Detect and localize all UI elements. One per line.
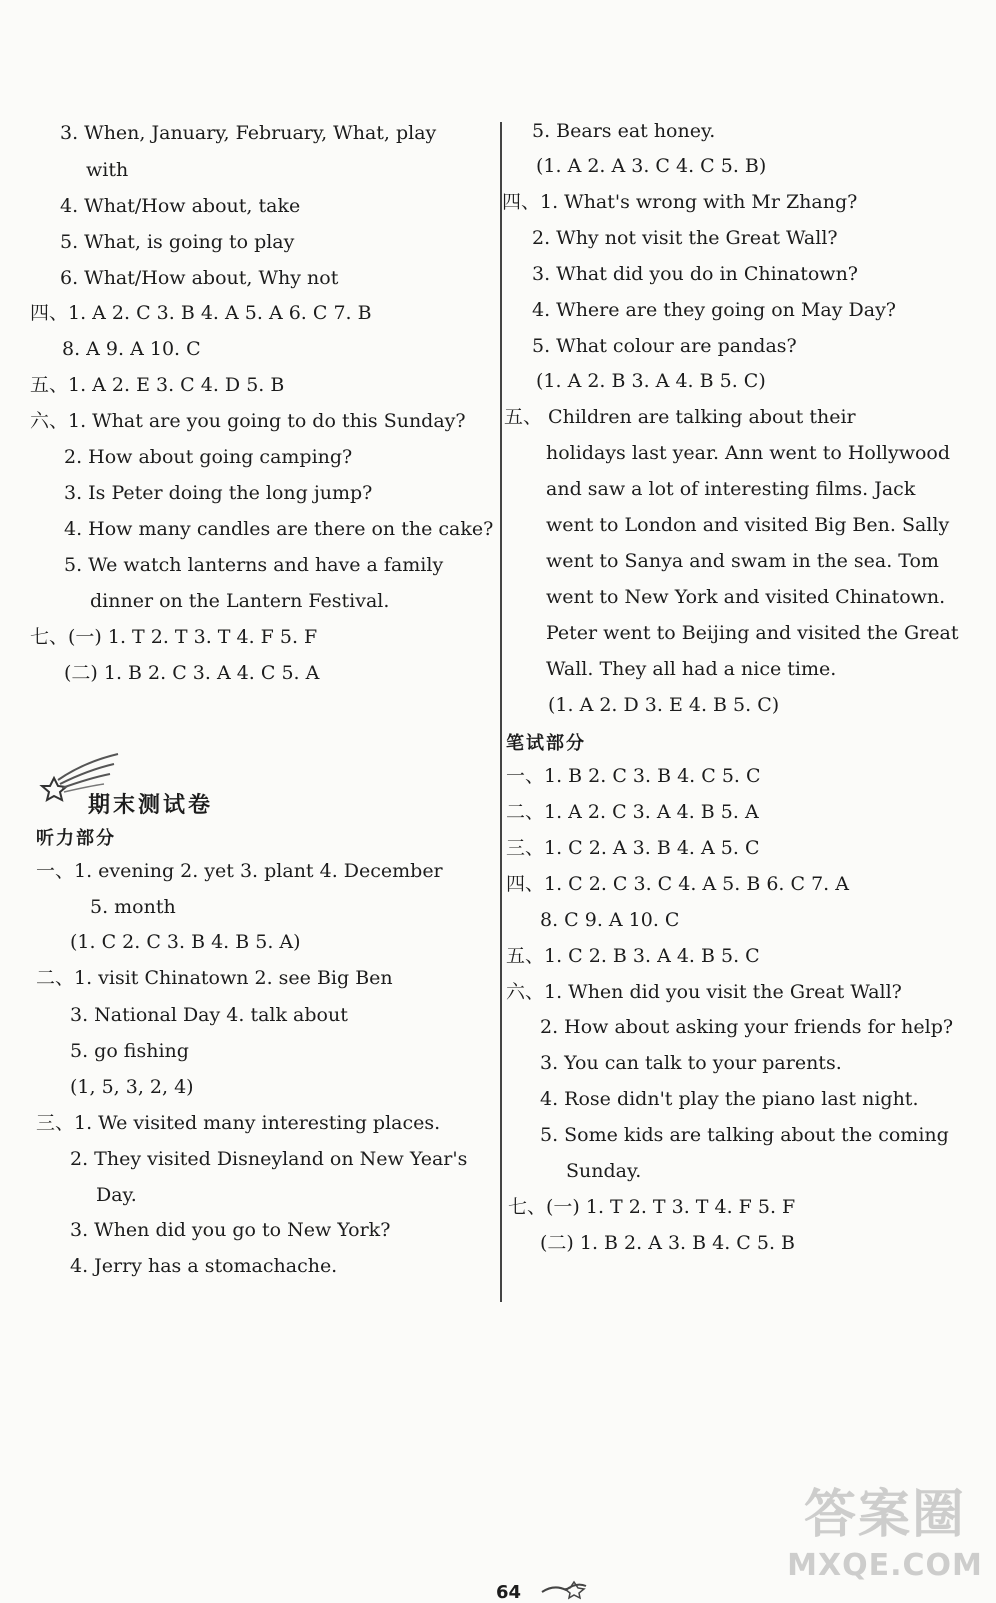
right-line: (1. A 2. D 3. E 4. B 5. C) [548,694,780,716]
page-ornament-icon [540,1578,596,1600]
left-line: 2. How about going camping? [64,446,353,468]
right-exam-line: 六、1. When did you visit the Great Wall? [506,981,902,1003]
right-line: went to New York and visited Chinatown. [546,586,946,608]
right-exam-line: 8. C 9. A 10. C [540,909,680,931]
right-line: Wall. They all had a nice time. [546,658,837,680]
left-line: 四、1. A 2. C 3. B 4. A 5. A 6. C 7. B [30,302,372,324]
right-line: 5. Bears eat honey. [532,120,716,142]
right-line: went to London and visited Big Ben. Sally [546,514,950,536]
left-line: 3. Is Peter doing the long jump? [64,482,373,504]
left-exam-line: 3. National Day 4. talk about [70,1004,348,1026]
right-line: (1. A 2. B 3. A 4. B 5. C) [536,370,766,392]
right-exam-line: 四、1. C 2. C 3. C 4. A 5. B 6. C 7. A [506,873,849,895]
left-exam-line: 一、1. evening 2. yet 3. plant 4. December [36,860,443,882]
watermark-url: MXQE.COM [787,1548,983,1583]
left-line: 8. A 9. A 10. C [62,338,201,360]
right-exam-line: 七、(一) 1. T 2. T 3. T 4. F 5. F [508,1196,796,1218]
left-line: 5. We watch lanterns and have a family [64,554,444,576]
right-exam-line: 一、1. B 2. C 3. B 4. C 5. C [506,765,761,787]
left-exam-line: 二、1. visit Chinatown 2. see Big Ben [36,967,393,989]
left-exam-line: 4. Jerry has a stomachache. [70,1255,338,1277]
right-exam-line: 二、1. A 2. C 3. A 4. B 5. A [506,801,759,823]
listening-title: 听力部分 [36,828,116,849]
left-line: 五、1. A 2. E 3. C 4. D 5. B [30,374,285,396]
watermark-logo: 答案圈 [803,1485,966,1545]
watermark [778,1482,992,1600]
right-line: 五、 Children are talking about their [504,406,856,428]
left-exam-line: 5. go fishing [70,1040,189,1062]
left-exam-line: 三、1. We visited many interesting places. [36,1112,441,1134]
right-line: (1. A 2. A 3. C 4. C 5. B) [536,155,767,177]
left-line: 3. When, January, February, What, play [60,122,437,144]
left-exam-line: 5. month [90,896,176,918]
section-title: 期末测试卷 [88,793,214,818]
right-line: 3. What did you do in Chinatown? [532,263,858,285]
right-exam-line: (二) 1. B 2. A 3. B 4. C 5. B [540,1232,796,1254]
left-line: dinner on the Lantern Festival. [90,590,390,612]
right-line: Peter went to Beijing and visited the Great [546,622,959,644]
column-divider [500,122,502,1302]
right-line: 四、1. What's wrong with Mr Zhang? [502,191,858,213]
right-line: 4. Where are they going on May Day? [532,299,896,321]
left-line: (二) 1. B 2. C 3. A 4. C 5. A [64,662,320,684]
left-exam-line: (1. C 2. C 3. B 4. B 5. A) [70,931,301,953]
left-line: 6. What/How about, Why not [60,267,339,289]
left-line: 4. What/How about, take [60,195,301,217]
right-exam-line: 2. How about asking your friends for help? [540,1016,954,1038]
left-line: with [86,159,129,181]
right-exam-line: 4. Rose didn't play the piano last night. [540,1088,919,1110]
left-exam-line: 3. When did you go to New York? [70,1219,391,1241]
written-title: 笔试部分 [506,733,586,754]
right-exam-line: Sunday. [566,1160,642,1182]
left-exam-line: 2. They visited Disneyland on New Year's [70,1148,468,1170]
page-number: 64 [496,1582,522,1603]
right-line: 5. What colour are pandas? [532,335,797,357]
right-line: holidays last year. Ann went to Hollywood [546,442,951,464]
right-exam-line: 五、1. C 2. B 3. A 4. B 5. C [506,945,760,967]
right-exam-line: 5. Some kids are talking about the coming [540,1124,949,1146]
right-line: went to Sanya and swam in the sea. Tom [546,550,939,572]
right-exam-line: 3. You can talk to your parents. [540,1052,842,1074]
left-line: 七、(一) 1. T 2. T 3. T 4. F 5. F [30,626,318,648]
left-line: 六、1. What are you going to do this Sunday? [30,410,466,432]
left-exam-line: Day. [96,1184,137,1206]
left-line: 4. How many candles are there on the cake? [64,518,494,540]
right-line: 2. Why not visit the Great Wall? [532,227,838,249]
right-line: and saw a lot of interesting films. Jack [546,478,916,500]
left-exam-line: (1, 5, 3, 2, 4) [70,1076,194,1098]
left-line: 5. What, is going to play [60,231,295,253]
right-exam-line: 三、1. C 2. A 3. B 4. A 5. C [506,837,760,859]
